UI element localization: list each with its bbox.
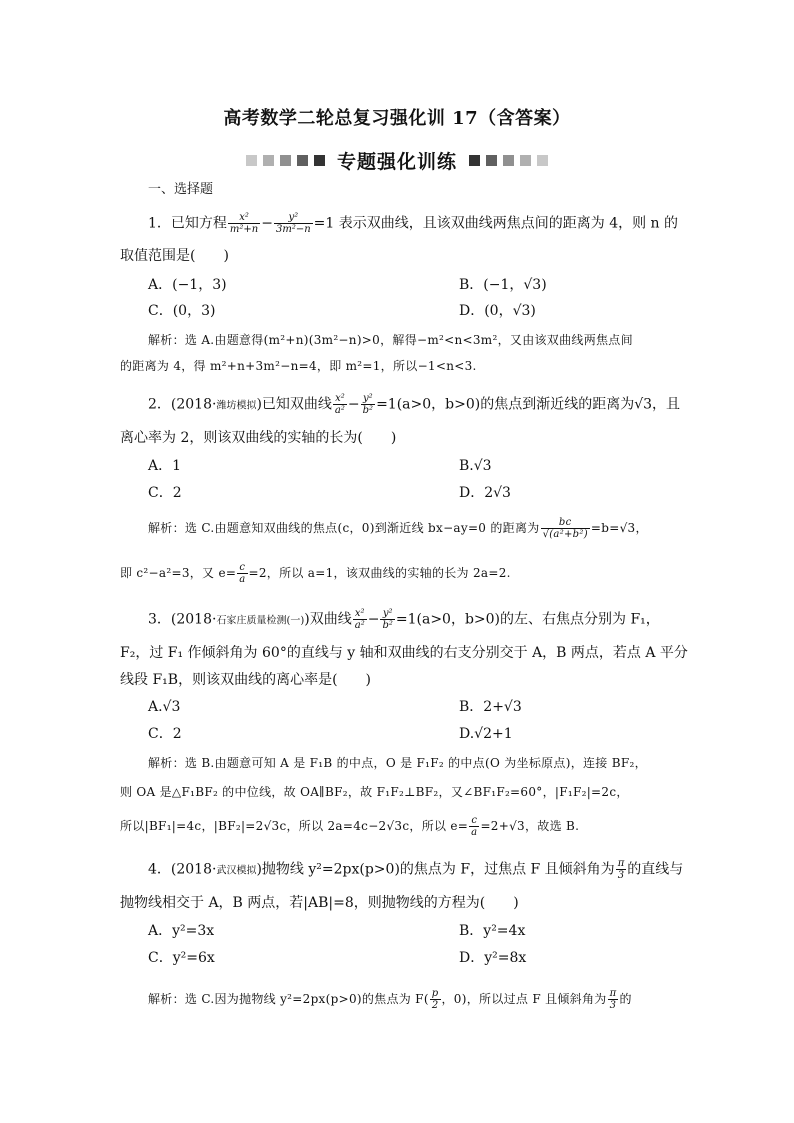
q1-frac1: $\frac{\text{x²}}{\text{m²+n}}$: [229, 212, 259, 235]
q2-option-a: A．1: [148, 458, 182, 474]
q1-solution-line2: 的距离为 4，得 m²+n+3m²−n=4，即 m²=1，所以−1<n<3.: [120, 359, 477, 373]
q1-stem-line1: 1．已知方程 $\frac{\text{x²}}{\text{m²+n}}$ − $\frac{\text{y²}}{\text{3m²−n}}$ =1 表示双曲线，且该双曲线两焦点间的距离为 4，则 n 的: [148, 212, 679, 235]
banner-square: [520, 155, 531, 166]
q3-option-b: B．2+√3: [459, 699, 522, 715]
banner-square: [486, 155, 497, 166]
q4-solution-line1: 解析：选 C.因为抛物线 y²=2px(p>0)的焦点为 F( $\frac{p}{2}$ ，0)，所以过点 F 且倾斜角为 $\frac{\pi}{3}$ 的: [148, 988, 632, 1011]
q1-option-c: C．(0，3): [148, 303, 216, 319]
q1-frac2: $\frac{\text{y²}}{\text{3m²−n}}$: [275, 212, 311, 235]
q4-source: 武汉模拟: [216, 865, 257, 877]
banner-square: [263, 155, 274, 166]
q3-option-a: A.√3: [148, 699, 181, 715]
q3-solution-line3: 所以|BF₁|=4c，|BF₂|=2√3c，所以 2a=4c−2√3c，所以 e= $\frac{c}{a}$ =2+√3，故选 B.: [120, 815, 580, 838]
q3-option-d: D.√2+1: [459, 726, 513, 742]
q1-stem-line2: 取值范围是( ): [120, 248, 229, 264]
banner-square: [314, 155, 325, 166]
q2-option-b: B.√3: [459, 458, 492, 474]
q1-solution-line1: 解析：选 A.由题意得(m²+n)(3m²−n)>0，解得−m²<n<3m²，又由该双曲线两焦点间: [148, 333, 633, 347]
q1-option-d: D．(0，√3): [459, 303, 536, 319]
banner-square: [246, 155, 257, 166]
q2-solution-line1: 解析：选 C.由题意知双曲线的焦点(c，0)到渐近线 bx−ay=0 的距离为 $\frac{bc}{\text{√(a²+b²)}}$ =b=√3，: [148, 517, 648, 540]
q1-option-a: A．(−1，3): [148, 277, 227, 293]
q2-solution-line2: 即 c²−a²=3，又 e= $\frac{c}{a}$ =2，所以 a=1，该双曲线的实轴的长为 2a=2.: [120, 562, 511, 585]
q4-option-c: C．y²=6x: [148, 950, 215, 966]
q4-option-b: B．y²=4x: [459, 923, 526, 939]
q3-option-c: C．2: [148, 726, 182, 742]
q1-stem-b: =1 表示双曲线，且该双曲线两焦点间的距离为 4，则 n 的: [313, 215, 679, 232]
q3-stem-line3: 线段 F₁B，则该双曲线的离心率是( ): [120, 672, 371, 688]
q3-solution-line1: 解析：选 B.由题意可知 A 是 F₁B 的中点，O 是 F₁F₂ 的中点(O 为坐标原点)，连接 BF₂，: [148, 756, 647, 770]
q2-option-c: C．2: [148, 485, 182, 501]
banner-title: 专题强化训练: [336, 150, 457, 173]
q3-source: 石家庄质量检测(一): [216, 615, 305, 627]
q4-option-d: D．y²=8x: [459, 950, 527, 966]
banner-square: [469, 155, 480, 166]
section-heading: 一、选择题: [148, 182, 214, 197]
q4-stem-line2: 抛物线相交于 A，B 两点，若|AB|=8，则抛物线的方程为( ): [120, 895, 519, 911]
q1-option-b: B．(−1，√3): [459, 277, 547, 293]
q2-stem-line1: 2．(2018·潍坊模拟)已知双曲线 $\frac{\text{x²}}{\text{a²}}$ − $\frac{\text{y²}}{\text{b²}}$ =1(a>0，b>0)的焦点到渐近线的距离为√3，且: [148, 393, 681, 416]
q4-option-a: A．y²=3x: [148, 923, 215, 939]
banner-square: [537, 155, 548, 166]
q1-stem-a: 1．已知方程: [148, 215, 227, 232]
banner-square: [297, 155, 308, 166]
banner-square: [280, 155, 291, 166]
page-title: 高考数学二轮总复习强化训 17（含答案）: [223, 108, 571, 129]
banner-square: [503, 155, 514, 166]
q4-stem-line1: 4．(2018·武汉模拟)抛物线 y²=2px(p>0)的焦点为 F，过焦点 F 且倾斜角为 $\frac{\pi}{3}$ 的直线与: [148, 858, 684, 881]
q3-stem-line1: 3．(2018·石家庄质量检测(一))双曲线 $\frac{\text{x²}}{\text{a²}}$ − $\frac{\text{y²}}{\text{b²}}$ =1(a>0，b>0)的左、右焦点分别为 F₁，: [148, 608, 660, 631]
q2-source: 潍坊模拟: [216, 400, 257, 412]
q3-solution-line2: 则 OA 是△F₁BF₂ 的中位线，故 OA∥BF₂，故 F₁F₂⊥BF₂，又∠BF₁F₂=60°，|F₁F₂|=2c，: [120, 785, 629, 799]
q2-stem-line2: 离心率为 2，则该双曲线的实轴的长为( ): [120, 430, 397, 446]
section-banner: [0, 146, 794, 174]
q3-stem-line2: F₂，过 F₁ 作倾斜角为 60°的直线与 y 轴和双曲线的右支分别交于 A，B 两点，若点 A 平分: [120, 645, 688, 661]
q2-option-d: D．2√3: [459, 485, 511, 501]
